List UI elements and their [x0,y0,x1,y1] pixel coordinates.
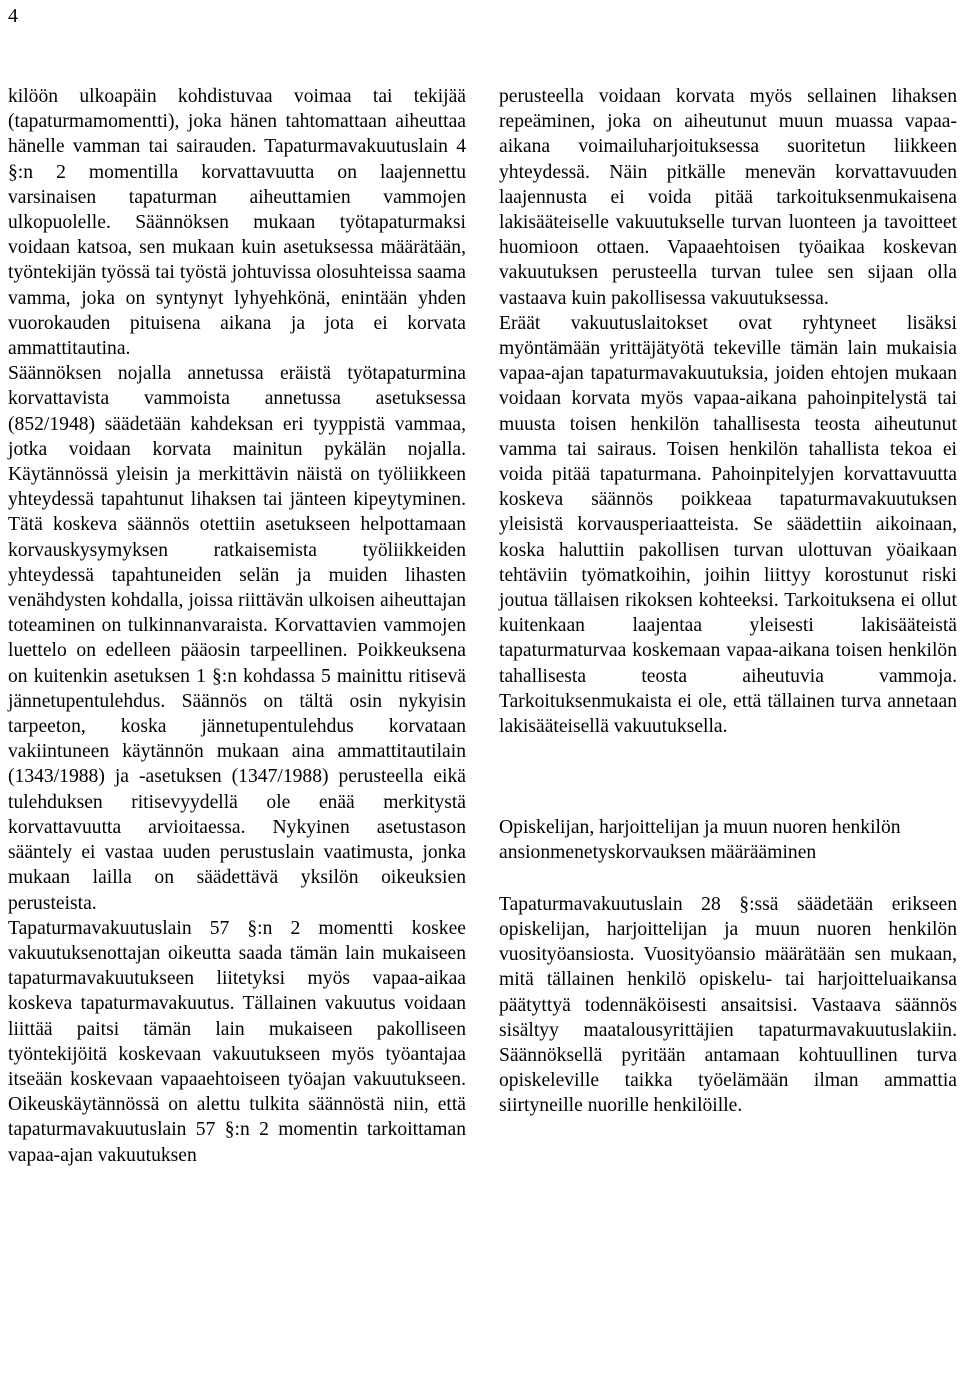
left-paragraph-3: Tapaturmavakuutuslain 57 §:n 2 momentti koskee vakuutuksenottajan oikeutta saada tämän lain mukaiseen tapaturmavakuutukseen liitetyksi myös vapaa-aikaa koskeva tapaturmavakuutus. Tällainen vakuutus voidaan liittää paitsi tämän lain mukaiseen pakolliseen työntekijöitä koskevaan vakuutukseen myös työantajaa itseään koskevaan vapaaehtoiseen työajan vakuutukseen. Oikeuskäytännössä on alettu tulkita säännöstä niin, että tapaturmavakuutuslain 57 §:n 2 momentin tarkoittaman vapaa-ajan vakuutuksen [8,917,466,1166]
left-column [8,84,466,1168]
section-spacer [499,739,957,815]
section-heading: Opiskelijan, harjoittelijan ja muun nuoren henkilön ansionmenetyskorvauksen määrääminen [499,817,901,864]
right-paragraph-1: perusteella voidaan korvata myös sellainen lihaksen repeäminen, joka on aiheutunut muun muassa vapaa-aikana voimailuharjoituksessa suoritetun liikkeen yhteydessä. Näin pitkälle menevän korvattavuuden laajennusta ei voida pitää tarkoituksenmukaisena lakisääteiselle vakuutukselle turvan luonteen ja tavoitteet huomioon ottaen. Vapaaehtoisen työaikaa koskevan vakuutuksen perusteella turvan tulee sen sijaan olla vastaava kuin pakollisessa vakuutuksessa. [499,86,957,309]
right-paragraph-2: Eräät vakuutuslaitokset ovat ryhtyneet lisäksi myöntämään yrittäjätyötä tekeville tämän lain mukaisia vapaa-ajan tapaturmavakuutuksia, joiden ehtojen mukaan voidaan korvata myös vapaa-aikana pahoinpitelystä tai muusta toisen henkilön tahallisesta teosta aiheutunut vamma tai sairaus. Toisen henkilön tahallista tekoa ei voida pitää tapaturmana. Pahoinpitelyjen korvattavuutta koskeva säännös poikkeaa tapaturmavakuutuksen yleisistä korvausperiaatteista. Se säädettiin aikoinaan, koska haluttiin pakollisen turvan ulottuvan yöaikaan tehtäviin työmatkoihin, joihin liittyy korostunut riski joutua tällaisen rikoksen kohteeksi. Tarkoituksena ei ollut kuitenkaan laajentaa yleisesti lakisääteistä tapaturmaturvaa koskemaan vapaa-aikana toisen henkilön tahallisesta teosta aiheutuvia vammoja. Tarkoituksenmukaista ei ole, että tällainen turva annetaan lakisääteisellä vakuutuksella. [499,312,957,738]
left-paragraph-1: kilöön ulkoapäin kohdistuvaa voimaa tai tekijää (tapaturmamomentti), joka hänen tahtomattaan aiheuttaa hänelle vamman tai sairauden. Tapaturmavakuutuslain 4 §:n 2 momentilla korvattavuutta on laajennettu varsinaisen tapaturman aiheuttamien vammojen ulkopuolelle. Säännöksen mukaan työtapaturmaksi voidaan katsoa, sen mukaan kuin asetuksessa määrätään, työntekijän työssä tai työstä johtuvissa olosuhteissa saama vamma, joka on syntynyt lyhyehkönä, enintään yhden vuorokauden pituisena aikana ja jota ei korvata ammattitautina. [8,86,466,360]
page-number: 4 [8,5,18,27]
heading-spacer [499,866,957,892]
right-paragraph-3: Tapaturmavakuutuslain 28 §:ssä säädetään erikseen opiskelijan, harjoittelijan ja muun nuoren henkilön vuosityöansiosta. Vuosityöansio määrätään sen mukaan, mitä tällainen henkilö opiskelu- tai harjoitteluaikansa päätyttyä todennäköisesti ansaitsisi. Vastaava säännös sisältyy maatalousyrittäjien tapaturmavakuutuslakiin. Säännöksellä pyritään antamaan kohtuullinen turva opiskeleville taikka työelämään ilman ammattia siirtyneille nuorille henkilöille. [499,893,957,1117]
left-paragraph-2: Säännöksen nojalla annetussa eräistä työtapaturmina korvattavista vammoista annetussa asetuksessa (852/1948) säädetään kahdeksan eri tyyppistä vammaa, jotka voidaan korvata mainitun pykälän nojalla. Käytännössä yleisin ja merkittävin näistä on työliikkeen yhteydessä tapahtunut lihaksen tai jänteen kipeytyminen. Tätä koskeva säännös otettiin asetukseen helpottamaan korvauskysymyksen ratkaisemista työliikkeiden yhteydessä tapahtuneiden selän ja muiden lihasten venähdysten kohdalla, joissa riittävän ulkoisen aiheuttajan toteaminen on tulkinnanvaraista. Korvattavien vammojen luettelo on edelleen pääosin tarpeellinen. Poikkeuksena on kuitenkin asetuksen 1 §:n kohdassa 5 mainittu ritisevä jännetupentulehdus. Säännös on tältä osin nykyisin tarpeeton, koska jännetupentulehdus korvataan vakiintuneen käytännön mukaan aina ammattitautilain (1343/1988) ja -asetuksen (1347/1988) perusteella eikä tulehduksen ritisevyydellä ole enää merkitystä korvattavuutta arvioitaessa. Nykyinen asetustason sääntely ei vastaa uuden perustuslain vaatimusta, jonka mukaan lailla on säädettävä yksilön oikeuksien perusteista. [8,363,466,914]
right-column [499,84,957,1119]
